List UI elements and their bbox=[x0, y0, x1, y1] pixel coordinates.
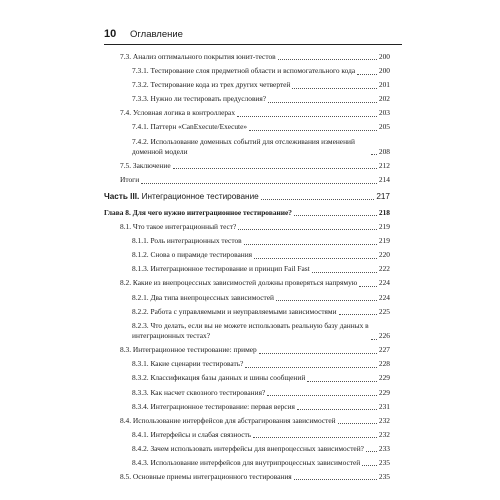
toc-page-number: 222 bbox=[378, 264, 390, 274]
toc-page-number: 224 bbox=[378, 292, 390, 302]
toc-entry bbox=[104, 359, 390, 369]
toc-entry-title: 8.4. Использование интерфейсов для абстрагирования зависимостей bbox=[120, 415, 336, 425]
toc-page-number: 201 bbox=[378, 80, 390, 90]
toc-entry-title: 7.4. Условная логика в контроллерах bbox=[120, 108, 236, 118]
toc-page-number: 219 bbox=[378, 222, 390, 232]
toc-entry-title: 8.4.1. Интерфейсы и слабая связность bbox=[132, 429, 252, 439]
dot-leader bbox=[245, 367, 377, 368]
dot-leader bbox=[294, 215, 377, 216]
toc-entry-title: 8.1.1. Роль интеграционных тестов bbox=[132, 236, 242, 246]
dot-leader bbox=[357, 74, 377, 75]
toc-entry bbox=[104, 137, 390, 158]
toc-page-number: 200 bbox=[378, 52, 390, 61]
toc-page-number: 232 bbox=[378, 429, 390, 439]
table-of-contents bbox=[104, 52, 390, 486]
dot-leader bbox=[338, 423, 377, 424]
part-title: Интеграционное тестирование bbox=[141, 191, 259, 201]
toc-page-number: 235 bbox=[378, 457, 390, 467]
toc-page-number: 225 bbox=[378, 306, 390, 316]
toc-entry bbox=[104, 108, 390, 118]
dot-leader bbox=[253, 437, 377, 438]
toc-entry bbox=[104, 175, 390, 185]
toc-entry-title: 8.2.3. Что делать, если вы не можете использовать реальную базу данных в интеграционных тестах? bbox=[132, 320, 369, 341]
toc-page-number: 219 bbox=[378, 236, 390, 246]
dot-leader bbox=[141, 183, 377, 184]
toc-entry bbox=[104, 307, 390, 317]
toc-entry bbox=[104, 388, 390, 398]
toc-entry bbox=[104, 278, 390, 288]
dot-leader bbox=[297, 409, 377, 410]
page-header bbox=[104, 28, 404, 42]
toc-entry-title: 7.3.1. Тестирование слоя предметной области и вспомогательного кода bbox=[132, 66, 356, 76]
toc-entry-title: Глава 8. Для чего нужно интеграционное тестирование? bbox=[104, 207, 293, 217]
dot-leader bbox=[249, 130, 377, 131]
toc-entry bbox=[104, 66, 390, 76]
dot-leader bbox=[267, 395, 377, 396]
toc-part-entry bbox=[104, 192, 390, 202]
toc-page-number: 224 bbox=[378, 278, 390, 288]
toc-entry-title: 7.4.1. Паттерн «CanExecute/Execute» bbox=[132, 122, 248, 132]
dot-leader bbox=[268, 102, 377, 103]
toc-entry-title: 8.1.2. Снова о пирамиде тестирования bbox=[132, 250, 253, 260]
dot-leader bbox=[238, 229, 377, 230]
toc-page-number: 227 bbox=[378, 345, 390, 355]
dot-leader bbox=[371, 339, 377, 340]
dot-leader bbox=[278, 59, 377, 60]
toc-entry-title: 7.4.2. Использование доменных событий для отслеживания изменений доменной модели bbox=[132, 136, 355, 156]
toc-page-number: 217 bbox=[376, 191, 390, 201]
toc-entry-title: 7.3.2. Тестирование кода из трех других четвертей bbox=[132, 80, 291, 90]
toc-entry-title: 8.5. Основные приемы интеграционного тестирования bbox=[120, 472, 292, 482]
toc-page-number: 228 bbox=[378, 359, 390, 369]
dot-leader bbox=[292, 88, 377, 89]
toc-entry-title: 8.3.1. Какие сценарии тестировать? bbox=[132, 359, 244, 369]
toc-entry-title: 8.3.4. Интеграционное тестирование: первая версия bbox=[132, 401, 295, 411]
toc-page-number: 208 bbox=[378, 146, 390, 156]
toc-entry-title: 7.3.3. Нужно ли тестировать предусловия? bbox=[132, 94, 267, 104]
dot-leader bbox=[339, 314, 377, 315]
toc-entry bbox=[104, 345, 390, 355]
toc-page-number: 235 bbox=[378, 472, 390, 482]
toc-entry-title: 8.4.2. Зачем использовать интерфейсы для внепроцессных зависимостей? bbox=[132, 443, 364, 453]
toc-entry bbox=[104, 416, 390, 426]
toc-entry bbox=[104, 236, 390, 246]
header-rule bbox=[104, 44, 402, 45]
dot-leader bbox=[359, 286, 377, 287]
toc-page-number: 232 bbox=[378, 415, 390, 425]
dot-leader bbox=[307, 381, 377, 382]
toc-page-number: 229 bbox=[378, 387, 390, 397]
toc-page-number: 202 bbox=[378, 94, 390, 104]
toc-entry-title: 8.1.3. Интеграционное тестирование и принцип Fail Fast bbox=[132, 264, 310, 274]
toc-entry-title: 8.2.1. Два типа внепроцессных зависимостей bbox=[132, 292, 275, 302]
toc-entry bbox=[104, 250, 390, 260]
toc-entry-title: 7.5. Заключение bbox=[120, 161, 171, 171]
toc-entry-title: 7.3. Анализ оптимального покрытия юнит-тестов bbox=[120, 52, 276, 61]
toc-entry-title: Итоги bbox=[120, 175, 140, 185]
dot-leader bbox=[276, 300, 377, 301]
toc-page-number: 229 bbox=[378, 373, 390, 383]
dot-leader bbox=[259, 353, 377, 354]
toc-entry bbox=[104, 293, 390, 303]
toc-entry bbox=[104, 321, 390, 342]
running-title: Оглавление bbox=[130, 29, 183, 40]
toc-entry-title: 8.3.3. Как насчет сквозного тестирования? bbox=[132, 387, 266, 397]
toc-entry bbox=[104, 161, 390, 171]
toc-entry-title: 8.2.2. Работа с управляемыми и неуправляемыми зависимостями bbox=[132, 306, 337, 316]
toc-entry bbox=[104, 52, 390, 62]
toc-entry-title bbox=[104, 192, 259, 202]
toc-entry bbox=[104, 80, 390, 90]
toc-entry bbox=[104, 402, 390, 412]
toc-entry bbox=[104, 444, 390, 454]
dot-leader bbox=[254, 258, 377, 259]
toc-page-number: 226 bbox=[378, 331, 390, 341]
toc-entry bbox=[104, 222, 390, 232]
toc-chapter-entry bbox=[104, 208, 390, 218]
toc-entry-title: 8.3. Интеграционное тестирование: пример bbox=[120, 345, 257, 355]
toc-entry bbox=[104, 430, 390, 440]
part-label: Часть III. bbox=[104, 191, 140, 201]
toc-entry bbox=[104, 264, 390, 274]
dot-leader bbox=[312, 272, 377, 273]
toc-page-number: 220 bbox=[378, 250, 390, 260]
toc-page-number: 205 bbox=[378, 122, 390, 132]
dot-leader bbox=[366, 451, 377, 452]
dot-leader bbox=[371, 154, 377, 155]
dot-leader bbox=[362, 465, 377, 466]
toc-page-number: 212 bbox=[378, 161, 390, 171]
toc-entry bbox=[104, 373, 390, 383]
toc-entry bbox=[104, 122, 390, 132]
toc-entry bbox=[104, 458, 390, 468]
dot-leader bbox=[294, 479, 377, 480]
dot-leader bbox=[244, 244, 377, 245]
toc-entry-title: 8.4.3. Использование интерфейсов для внутрипроцессных зависимостей bbox=[132, 457, 361, 467]
toc-page-number: 233 bbox=[378, 443, 390, 453]
dot-leader bbox=[237, 116, 377, 117]
toc-entry-title: 8.1. Что такое интеграционный тест? bbox=[120, 222, 237, 232]
page-number: 10 bbox=[104, 28, 117, 40]
toc-entry bbox=[104, 94, 390, 104]
toc-page-number: 214 bbox=[378, 175, 390, 185]
toc-page-number: 231 bbox=[378, 401, 390, 411]
toc-entry-title: 8.3.2. Классификация базы данных и шины сообщений bbox=[132, 373, 306, 383]
toc-entry bbox=[104, 472, 390, 482]
toc-page-number: 200 bbox=[378, 66, 390, 76]
toc-entry-title: 8.2. Какие из внепроцессных зависимостей должны проверяться напрямую bbox=[120, 278, 358, 288]
toc-page-number: 203 bbox=[378, 108, 390, 118]
dot-leader bbox=[261, 199, 375, 200]
toc-page-number: 218 bbox=[378, 207, 390, 217]
dot-leader bbox=[173, 168, 377, 169]
